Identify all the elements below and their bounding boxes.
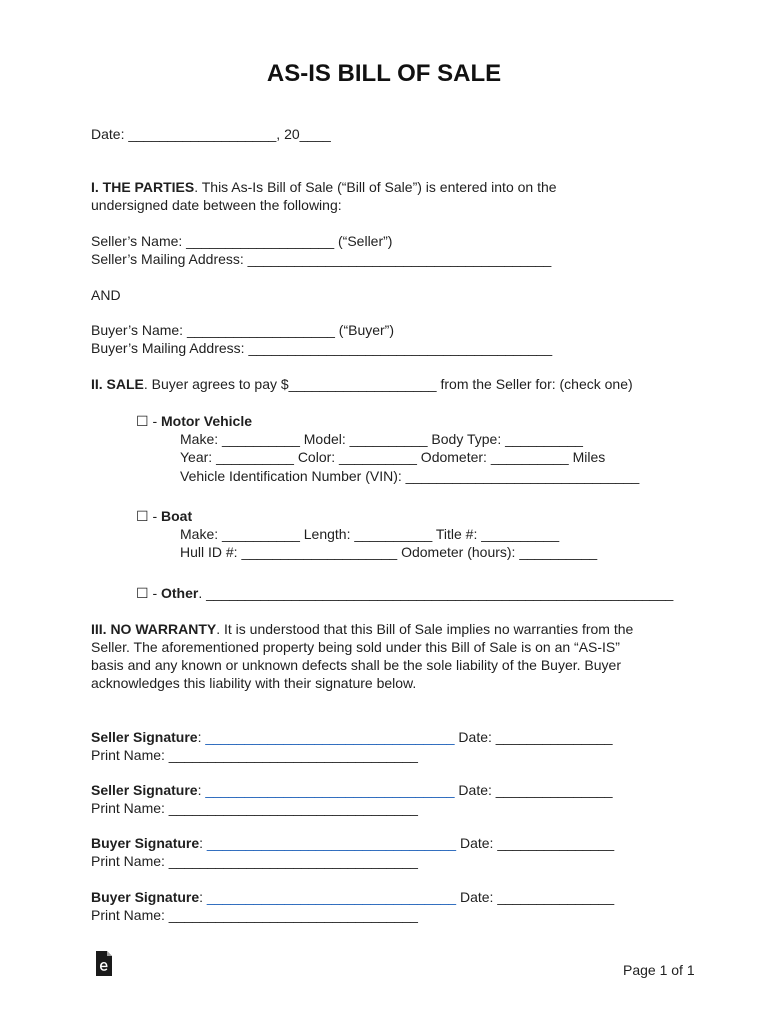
signature-label: Seller Signature <box>91 782 198 798</box>
signature-label: Buyer Signature <box>91 835 200 851</box>
warranty-text: . It is understood that this Bill of Sale implies no warranties from the <box>216 621 634 637</box>
signature-colon: : <box>197 729 206 745</box>
warranty-paragraph-line-2: Seller. The aforementioned property being sold under this Bill of Sale is on an “AS-IS” <box>91 639 620 655</box>
buyer-signature-field-2[interactable]: ________________________________ <box>206 889 457 905</box>
other-option <box>136 584 673 602</box>
warranty-paragraph-line-3: basis and any known or unknown defects shall be the sole liability of the Buyer. Buyer <box>91 657 621 673</box>
boat-line-2: Hull ID #: ____________________ Odometer (hours): __________ <box>180 544 598 560</box>
motor-vehicle-checkbox[interactable]: ☐ - <box>136 413 161 429</box>
document-title: AS-IS BILL OF SALE <box>266 60 502 87</box>
seller-signature-line-1 <box>91 728 613 746</box>
buyer-print-name-1[interactable]: Print Name: ________________________________ <box>91 853 418 869</box>
motor-vehicle-line-3: Vehicle Identification Number (VIN): ______________________________ <box>180 468 640 484</box>
sale-paragraph <box>91 375 633 393</box>
signature-date-field[interactable]: Date: _______________ <box>454 782 613 798</box>
seller-signature-line-2 <box>91 781 613 799</box>
boat-option <box>136 507 192 525</box>
motor-vehicle-line-2: Year: __________ Color: __________ Odometer: __________ Miles <box>180 449 606 465</box>
signature-date-field[interactable]: Date: _______________ <box>454 729 613 745</box>
seller-address-line: Seller’s Mailing Address: _______________________________________ <box>91 251 552 267</box>
parties-heading: I. THE PARTIES <box>91 179 195 195</box>
warranty-paragraph-line-4: acknowledges this liability with their signature below. <box>91 675 417 691</box>
document-logo-icon <box>95 951 113 977</box>
seller-signature-field-1[interactable]: ________________________________ <box>205 729 455 745</box>
boat-label: Boat <box>161 508 193 524</box>
seller-print-name-2[interactable]: Print Name: ________________________________ <box>91 800 418 816</box>
date-line: Date: ___________________, 20____ <box>91 126 331 142</box>
signature-label: Seller Signature <box>91 729 198 745</box>
other-checkbox[interactable]: ☐ - <box>136 585 161 601</box>
and-separator: AND <box>91 287 121 303</box>
boat-checkbox[interactable]: ☐ - <box>136 508 161 524</box>
sale-heading: II. SALE <box>91 376 144 392</box>
signature-colon: : <box>197 782 206 798</box>
buyer-signature-line-1 <box>91 834 614 852</box>
warranty-paragraph-line-1 <box>91 620 633 638</box>
motor-vehicle-option <box>136 412 252 430</box>
page-number: Page 1 of 1 <box>623 962 695 978</box>
warranty-heading: III. NO WARRANTY <box>91 621 217 637</box>
signature-colon: : <box>199 835 207 851</box>
boat-line-1: Make: __________ Length: __________ Title #: __________ <box>180 526 560 542</box>
parties-paragraph-line-1 <box>91 178 557 196</box>
motor-vehicle-label: Motor Vehicle <box>161 413 253 429</box>
sale-text: . Buyer agrees to pay $___________________ from the Seller for: (check one) <box>143 376 633 392</box>
signature-date-field[interactable]: Date: _______________ <box>456 889 615 905</box>
seller-print-name-1[interactable]: Print Name: ________________________________ <box>91 747 418 763</box>
buyer-signature-line-2 <box>91 888 614 906</box>
seller-name-line: Seller’s Name: ___________________ (“Seller”) <box>91 233 393 249</box>
buyer-signature-field-1[interactable]: ________________________________ <box>206 835 457 851</box>
buyer-name-line: Buyer’s Name: ___________________ (“Buyer”) <box>91 322 395 338</box>
other-line: . ____________________________________________________________ <box>198 585 674 601</box>
seller-signature-field-2[interactable]: ________________________________ <box>205 782 455 798</box>
other-label: Other <box>161 585 199 601</box>
motor-vehicle-line-1: Make: __________ Model: __________ Body Type: __________ <box>180 431 583 447</box>
parties-paragraph-line-2: undersigned date between the following: <box>91 197 342 213</box>
signature-date-field[interactable]: Date: _______________ <box>456 835 615 851</box>
buyer-print-name-2[interactable]: Print Name: ________________________________ <box>91 907 418 923</box>
parties-text: . This As-Is Bill of Sale (“Bill of Sale”) is entered into on the <box>194 179 557 195</box>
signature-colon: : <box>199 889 207 905</box>
signature-label: Buyer Signature <box>91 889 200 905</box>
buyer-address-line: Buyer’s Mailing Address: _______________________________________ <box>91 340 553 356</box>
